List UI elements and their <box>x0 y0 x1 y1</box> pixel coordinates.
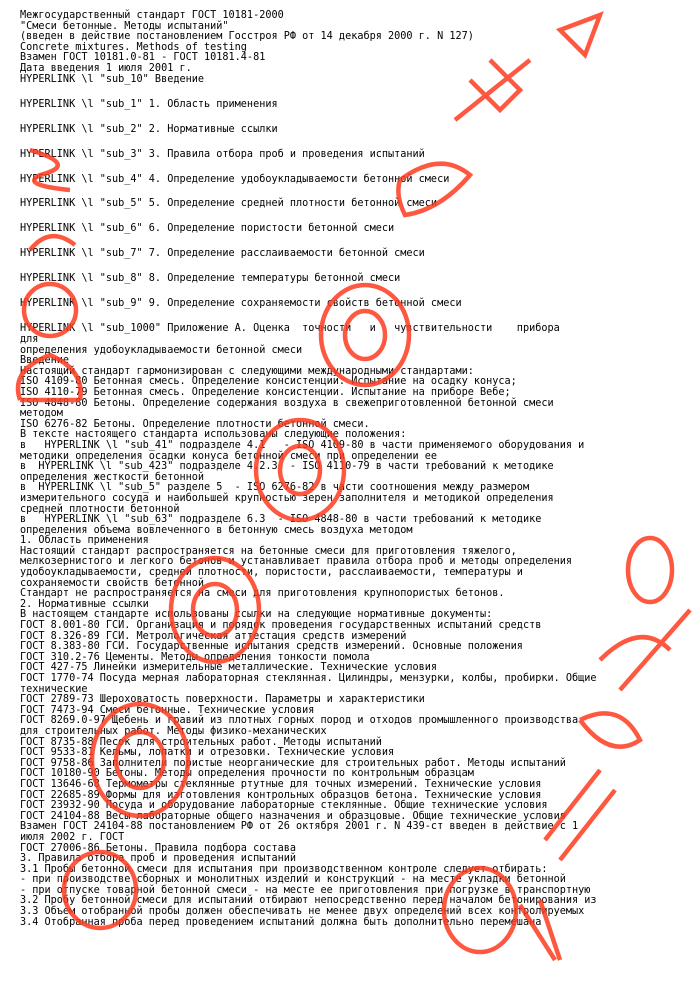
toc-link-line[interactable]: HYPERLINK \l "sub_2" 2. Нормативные ссылки <box>20 123 278 135</box>
text-line: ГОСТ 27006-86 Бетоны. Правила подбора состава <box>20 842 297 854</box>
toc-link-line[interactable]: HYPERLINK \l "sub_1" 1. Область применения <box>20 98 278 110</box>
text-line: - при производстве сборных и монолитных изделий и конструкций - на месте укладки бетонной <box>20 874 566 886</box>
text-line: ГОСТ 22685-89 Формы для изготовления контрольных образцов бетона. Технические условия <box>20 789 542 801</box>
text-line: методом <box>20 408 63 420</box>
blank-line <box>20 160 690 174</box>
blank-line <box>20 110 690 124</box>
text-line: ГОСТ 427-75 Линейки измерительные металлические. Технические условия <box>20 662 438 674</box>
document-body <box>20 11 690 928</box>
text-line: ГОСТ 9758-86 Заполнители пористые неорганические для строительных работ. Методы испытаний <box>20 757 566 769</box>
blank-line <box>20 135 690 149</box>
toc-link-line[interactable]: HYPERLINK \l "sub_10" Введение <box>20 73 205 85</box>
text-line: Настоящий стандарт гармонизирован с следующими международными стандартами: <box>20 365 474 377</box>
text-line: 1. Область применения <box>20 535 149 547</box>
toc-link-line[interactable]: HYPERLINK \l "sub_1000" Приложение А. Оценка точности и чувствительности прибора <box>20 323 560 335</box>
text-line: 3.3 Объем отобранной пробы должен обеспечивать не менее двух определений всех контролируемых <box>20 906 585 918</box>
text-line: 3. Правила отбора проб и проведения испытаний <box>20 853 297 865</box>
text-line: - при отпуске товарной бетонной смеси - на месте ее приготовления при погрузке в транспортную <box>20 884 591 896</box>
text-line: Взамен ГОСТ 24104-88 постановлением РФ от 26 октября 2001 г. N 439-ст введен в действие с 1 <box>20 821 579 833</box>
text-line: ГОСТ 24104-88 Весы лабораторные общего назначения и образцовые. Общие технические условия <box>20 810 566 822</box>
text-line: 3.1 Пробы бетонной смеси для испытания при производственном контроле следует отбирать: <box>20 863 548 875</box>
text-line: ГОСТ 1770-74 Посуда мерная лабораторная стеклянная. Цилиндры, мензурки, колбы, пробирки. Общие <box>20 673 597 684</box>
text-line: ГОСТ 310.2-76 Цементы. Методы определения тонкости помола <box>20 651 370 663</box>
text-line: определения объема вовлеченного в бетонную смесь воздуха методом <box>20 524 413 536</box>
text-line: ГОСТ 9533-81 Кельмы, лопатки и отрезовки. Технические условия <box>20 747 395 759</box>
text-line: Взамен ГОСТ 10181.0-81 - ГОСТ 10181.4-81 <box>20 52 266 64</box>
text-line: мелкозернистого и легкого бетонов и устанавливает правила отбора проб и методы определения <box>20 556 573 568</box>
text-line: удобоукладываемости, средней плотности, пористости, расслаиваемости, температуры и <box>20 567 523 579</box>
text-line: 2. Нормативные ссылки <box>20 598 149 610</box>
text-line: методики определения осадки конуса бетонной смеси при определении ее <box>20 450 438 462</box>
text-line: определения жесткости бетонной <box>20 471 205 483</box>
toc-link-line[interactable]: HYPERLINK \l "sub_3" 3. Правила отбора проб и проведения испытаний <box>20 148 425 160</box>
text-line: "Смеси бетонные. Методы испытаний" <box>20 20 229 32</box>
text-line: ГОСТ 2789-73 Шероховатость поверхности. Параметры и характеристики <box>20 694 425 706</box>
text-line: Стандарт не распространяется на смеси для приготовления крупнопористых бетонов. <box>20 588 505 600</box>
blank-line <box>20 85 690 99</box>
text-line: июля 2002 г. ГОСТ <box>20 831 125 843</box>
text-line: в HYPERLINK \l "sub_423" подразделе 4.2.3 - ISO 4110-79 в части требований к методике <box>20 461 554 473</box>
text-line: ГОСТ 7473-94 Смеси бетонные. Технические условия <box>20 704 315 716</box>
text-line: измерительного сосуда и наибольшей крупностью зерен заполнителя и методикой определения <box>20 492 554 504</box>
text-line: средней плотности бетонной <box>20 503 180 515</box>
text-line: в HYPERLINK \l "sub_5" разделе 5 - ISO 6276-82 в части соотношения между размером <box>20 482 530 494</box>
text-line: для <box>20 334 39 345</box>
text-line: (введен в действие постановлением Госстроя РФ от 14 декабря 2000 г. N 127) <box>20 31 474 43</box>
text-line: ГОСТ 23932-90 Посуда и оборудование лабораторные стеклянные. Общие технические условия <box>20 800 548 812</box>
text-line: сохраняемости свойств бетонной <box>20 577 205 589</box>
text-line: ГОСТ 8735-88 Песок для строительных работ. Методы испытаний <box>20 736 382 748</box>
text-line: ISO 4848-80 Бетоны. Определение содержания воздуха в свежеприготовленной бетонной смеси <box>20 397 554 409</box>
text-line: Введение <box>20 355 70 367</box>
text-line: ГОСТ 13646-68 Термометры стеклянные ртутные для точных измерений. Технические условия <box>20 778 542 790</box>
text-line: ГОСТ 8.001-80 ГСИ. Организация и порядок проведения государственных испытаний средств <box>20 620 542 632</box>
text-line: В тексте настоящего стандарта использованы следующие положения: <box>20 429 407 441</box>
toc-link-line[interactable]: HYPERLINK \l "sub_4" 4. Определение удобоукладываемости бетонной смеси <box>20 173 450 185</box>
text-line: в HYPERLINK \l "sub_63" подразделе 6.3 - ISO 4848-80 в части требований к методике <box>20 514 542 526</box>
toc-link-line[interactable]: HYPERLINK \l "sub_5" 5. Определение средней плотности бетонной смеси <box>20 198 438 210</box>
text-line: ГОСТ 8.383-80 ГСИ. Государственные испытания средств измерений. Основные положения <box>20 641 523 653</box>
text-line: В настоящем стандарте использованы ссылки на следующие нормативные документы: <box>20 609 493 621</box>
toc-link-line[interactable]: HYPERLINK \l "sub_7" 7. Определение расслаиваемости бетонной смеси <box>20 248 425 260</box>
text-line: ГОСТ 10180-90 Бетоны. Методы определения прочности по контрольным образцам <box>20 768 474 780</box>
text-line: технические <box>20 683 88 695</box>
text-line: в HYPERLINK \l "sub_41" подразделе 4.1 - ISO 4109-80 в части применяемого оборудования и <box>20 439 585 451</box>
text-line: ISO 4109-80 Бетонная смесь. Определение консистенции. Испытание на осадку конуса; <box>20 376 517 388</box>
text-line: Дата введения 1 июля 2001 г. <box>20 62 192 74</box>
text-line: определения удобоукладываемости бетонной смеси <box>20 344 303 356</box>
text-line: ISO 6276-82 Бетоны. Определение плотности бетонной смеси. <box>20 418 370 430</box>
text-line: Concrete mixtures. Methods of testing <box>20 41 247 53</box>
text-line: ISO 4110-79 Бетонная смесь. Определение консистенции. Испытание на приборе Вебе; <box>20 386 511 398</box>
text-line: ГОСТ 8.326-89 ГСИ. Метрологическая аттестация средств измерений <box>20 630 407 642</box>
text-line: 3.2 Пробу бетонной смеси для испытаний отбирают непосредственно перед началом бетонирования из <box>20 895 597 907</box>
text-line: Межгосударственный стандарт ГОСТ 10181-2000 <box>20 10 284 21</box>
toc-link-line[interactable]: HYPERLINK \l "sub_9" 9. Определение сохраняемости свойств бетонной смеси <box>20 298 462 310</box>
text-line: для строительных работ. Методы физико-механических <box>20 725 327 737</box>
toc-link-line[interactable]: HYPERLINK \l "sub_8" 8. Определение температуры бетонной смеси <box>20 273 401 285</box>
toc-link-line[interactable]: HYPERLINK \l "sub_6" 6. Определение пористости бетонной смеси <box>20 223 395 235</box>
text-line: ГОСТ 8269.0-97 Щебень и гравий из плотных горных пород и отходов промышленного производства <box>20 715 579 727</box>
text-line: 3.4 Отобранная проба перед проведением испытаний должна быть дополнительно перемешана <box>20 916 542 928</box>
text-line: Настоящий стандарт распространяется на бетонные смеси для приготовления тяжелого, <box>20 545 517 557</box>
